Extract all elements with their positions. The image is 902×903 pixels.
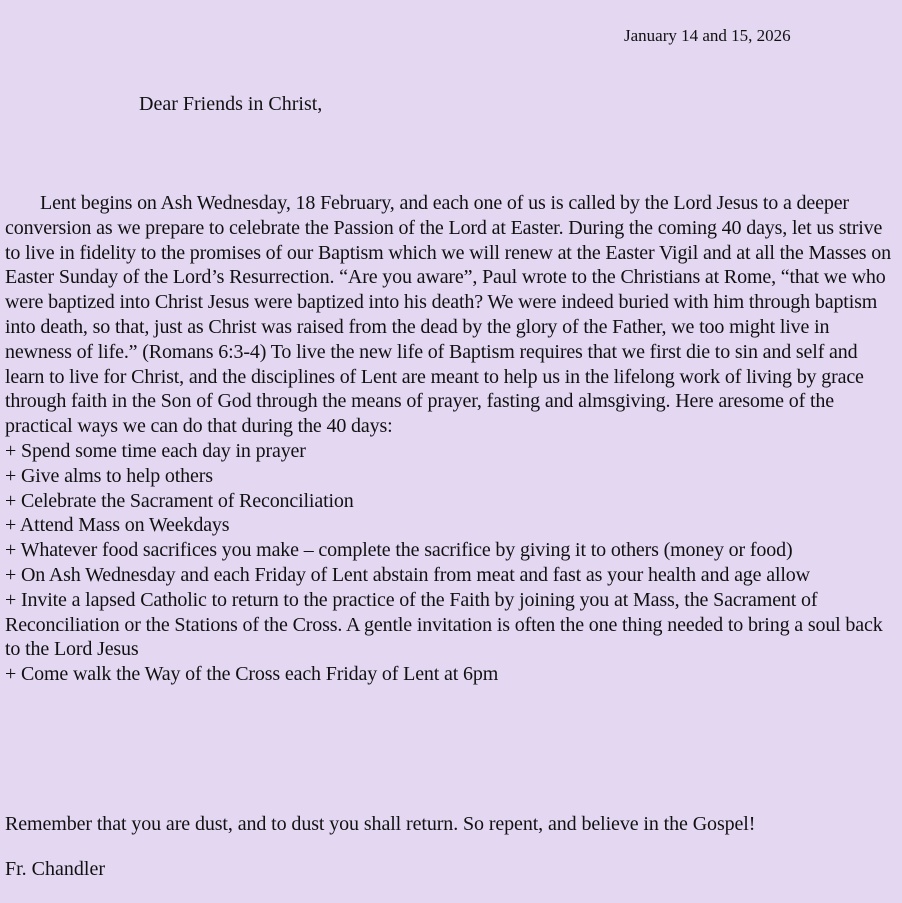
letter-body [5,191,897,687]
list-item: + Celebrate the Sacrament of Reconciliation [5,489,354,512]
list-item: + On Ash Wednesday and each Friday of Lent abstain from meat and fast as your health and age allow [5,563,810,586]
list-item: + Give alms to help others [5,464,213,487]
list-item: + Invite a lapsed Catholic to return to the practice of the Faith by joining you at Mass, the Sacrament of Reconciliation or the Stations of the Cross. A gentle invitation is often the one thing needed to bring a soul back to the Lord Jesus [5,588,883,661]
closing-line: Remember that you are dust, and to dust you shall return. So repent, and believe in the Gospel! [5,813,756,835]
letter-date: January 14 and 15, 2026 [624,26,791,45]
list-item: + Attend Mass on Weekdays [5,514,230,537]
list-item: + Spend some time each day in prayer [5,439,306,462]
salutation: Dear Friends in Christ, [139,93,323,115]
list-item: + Come walk the Way of the Cross each Friday of Lent at 6pm [5,663,499,686]
list-item: + Whatever food sacrifices you make – complete the sacrifice by giving it to others (money or food) [5,539,793,562]
body-paragraph: Lent begins on Ash Wednesday, 18 February, and each one of us is called by the Lord Jesus to a deeper conversion as we prepare to celebrate the Passion of the Lord at Easter. During the coming 40 days, let us strive to live in fidelity to the promises of our Baptism which we will renew at the Easter Vigil and at all the Masses on Easter Sunday of the Lord’s Resurrection. “Are you aware”, Paul wrote to the Christians at Rome, “that we who were baptized into Christ Jesus were baptized into his death? We were indeed buried with him through baptism into death, so that, just as Christ was raised from the dead by the glory of the Father, we too might live in newness of life.” (Romans 6:3-4) To live the new life of Baptism requires that we first die to sin and self and learn to live for Christ, and the disciplines of Lent are meant to help us in the lifelong work of living by grace through faith in the Son of God through the means of prayer, fasting and almsgiving. Here aresome of the practical ways we can do that during the 40 days: [5,192,891,438]
signature: Fr. Chandler [5,858,105,880]
